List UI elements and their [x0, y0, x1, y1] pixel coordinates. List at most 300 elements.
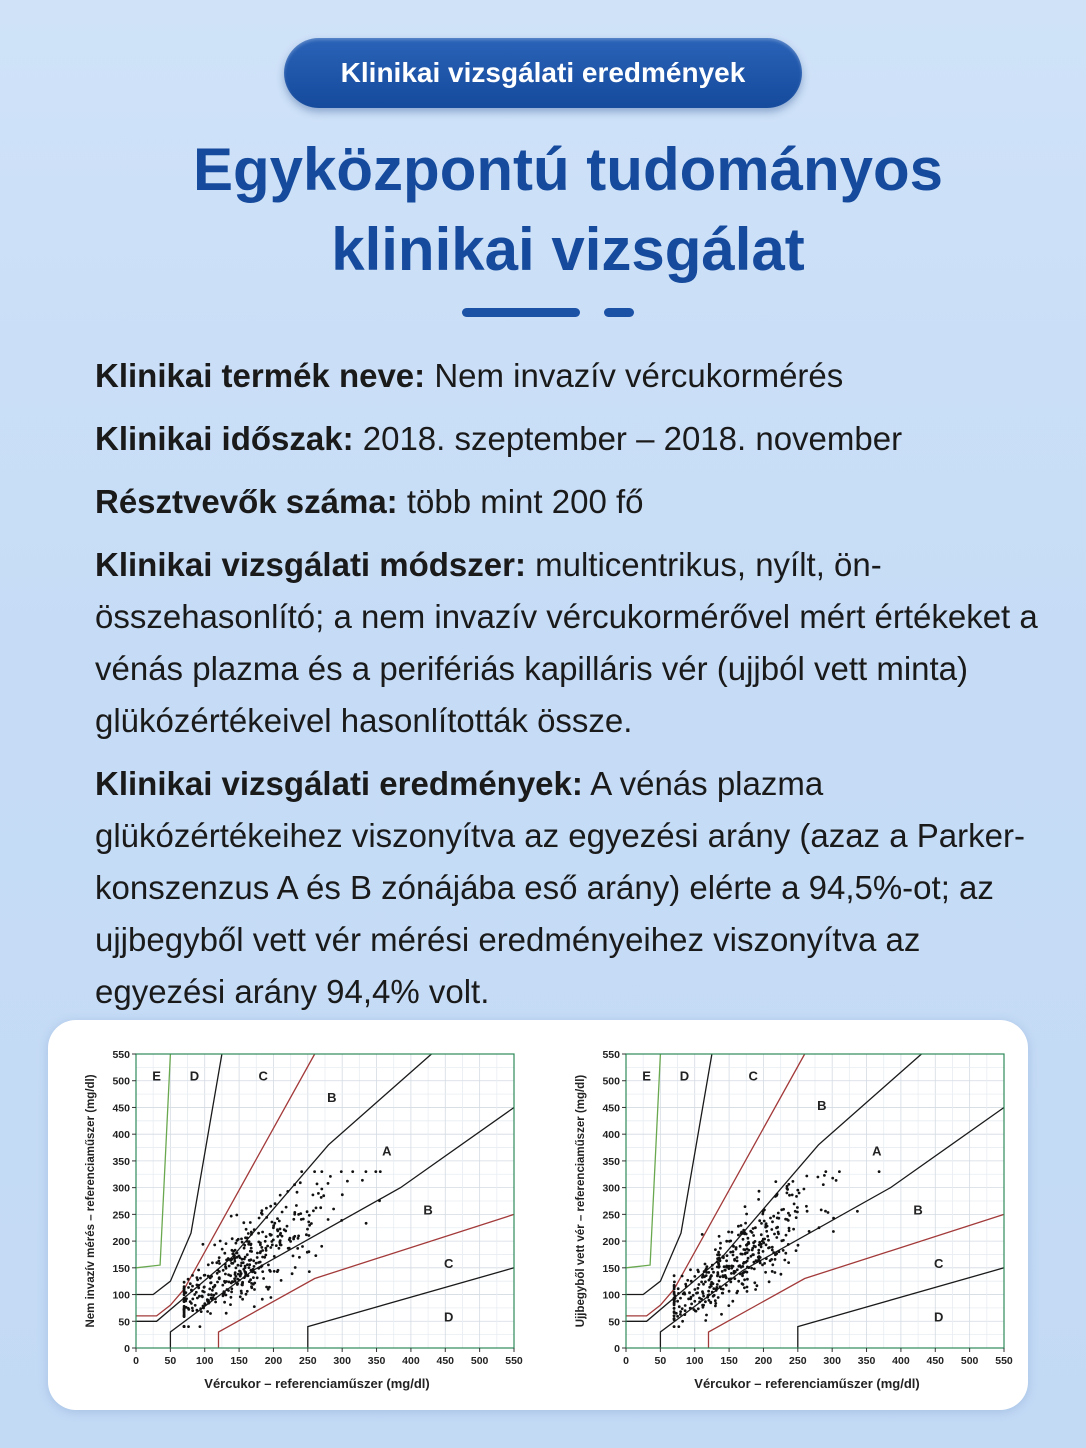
data-point [240, 1262, 243, 1265]
data-point [741, 1274, 744, 1277]
data-point [230, 1291, 233, 1294]
data-point [206, 1298, 209, 1301]
data-point [679, 1297, 682, 1300]
data-point [673, 1288, 676, 1291]
data-point [710, 1285, 713, 1288]
data-point [710, 1274, 713, 1277]
data-point [704, 1280, 707, 1283]
data-point [764, 1226, 767, 1229]
data-point [878, 1170, 881, 1173]
data-point [702, 1295, 705, 1298]
data-point [193, 1293, 196, 1296]
y-tick-label: 450 [602, 1102, 620, 1115]
data-point [737, 1280, 740, 1283]
data-point [684, 1309, 687, 1312]
data-point [292, 1218, 295, 1221]
data-point [190, 1289, 193, 1292]
data-point [735, 1248, 738, 1251]
y-tick-label: 0 [614, 1343, 620, 1355]
data-point [753, 1281, 756, 1284]
data-point [297, 1237, 300, 1240]
data-point [298, 1256, 301, 1259]
zone-label: A [382, 1143, 392, 1159]
data-point [722, 1255, 725, 1258]
data-point [782, 1249, 785, 1252]
data-point [723, 1265, 726, 1268]
data-point [207, 1293, 210, 1296]
data-point [744, 1222, 747, 1225]
data-point [365, 1222, 368, 1225]
x-tick-label: 450 [926, 1355, 945, 1367]
data-point [724, 1275, 727, 1278]
data-point [231, 1237, 234, 1240]
data-point [787, 1183, 790, 1186]
results-label: Klinikai vizsgálati eredmények: [95, 765, 583, 802]
data-point [673, 1317, 676, 1320]
data-point [261, 1209, 264, 1212]
data-point [249, 1221, 252, 1224]
period-row [95, 413, 1055, 465]
data-point [271, 1244, 274, 1247]
data-point [751, 1253, 754, 1256]
data-point [267, 1264, 270, 1267]
data-point [340, 1170, 343, 1173]
data-point [835, 1179, 838, 1182]
data-point [308, 1224, 311, 1227]
data-point [715, 1286, 718, 1289]
data-point [753, 1268, 756, 1271]
y-tick-label: 100 [112, 1289, 130, 1302]
data-point [689, 1307, 692, 1310]
data-point [246, 1240, 249, 1243]
data-point [306, 1228, 309, 1231]
data-point [805, 1175, 808, 1178]
data-point [719, 1275, 722, 1278]
data-point [206, 1310, 209, 1313]
data-point [718, 1253, 721, 1256]
data-point [265, 1216, 268, 1219]
data-point [737, 1225, 740, 1228]
data-point [213, 1294, 216, 1297]
x-tick-label: 100 [195, 1355, 214, 1367]
data-point [261, 1264, 264, 1267]
data-point [856, 1210, 859, 1213]
data-point [253, 1282, 256, 1285]
data-point [278, 1220, 281, 1223]
data-point [719, 1259, 722, 1262]
data-point [261, 1298, 264, 1301]
data-point [210, 1298, 213, 1301]
data-point [189, 1282, 192, 1285]
data-point [798, 1192, 801, 1195]
data-point [697, 1307, 700, 1310]
data-point [278, 1247, 281, 1250]
data-point [773, 1233, 776, 1236]
data-point [705, 1314, 708, 1317]
data-point [254, 1271, 257, 1274]
data-point [247, 1243, 250, 1246]
data-point [257, 1261, 260, 1264]
data-point [746, 1243, 749, 1246]
data-point [297, 1235, 300, 1238]
data-point [737, 1265, 740, 1268]
data-point [788, 1214, 791, 1217]
data-point [214, 1301, 217, 1304]
data-point [728, 1265, 731, 1268]
data-point [275, 1244, 278, 1247]
data-point [236, 1282, 239, 1285]
x-tick-label: 350 [857, 1355, 876, 1367]
data-point [276, 1235, 279, 1238]
data-point [249, 1250, 252, 1253]
data-point [250, 1247, 253, 1250]
data-point [729, 1281, 732, 1284]
data-point [704, 1263, 707, 1266]
data-point [677, 1325, 680, 1328]
data-point [225, 1312, 228, 1315]
product-value: Nem invazív vércukormérés [425, 357, 844, 394]
data-point [774, 1271, 777, 1274]
data-point [741, 1272, 744, 1275]
data-point [717, 1251, 720, 1254]
data-point [218, 1277, 221, 1280]
data-point [746, 1286, 749, 1289]
data-point [351, 1170, 354, 1173]
data-point [740, 1224, 743, 1227]
x-tick-label: 550 [995, 1355, 1013, 1367]
data-point [235, 1242, 238, 1245]
y-axis-label: Ujjbegyből vett vér – referenciaműszer (mg/dl) [575, 1074, 587, 1328]
data-point [196, 1309, 199, 1312]
data-point [702, 1292, 705, 1295]
data-point [241, 1298, 244, 1301]
data-point [728, 1290, 731, 1293]
data-point [702, 1283, 705, 1286]
data-point [787, 1243, 790, 1246]
data-point [183, 1281, 186, 1284]
data-point [218, 1262, 221, 1265]
data-point [688, 1291, 691, 1294]
data-point [754, 1288, 757, 1291]
data-point [698, 1283, 701, 1286]
data-point [265, 1235, 268, 1238]
data-point [746, 1271, 749, 1274]
data-point [681, 1320, 684, 1323]
data-point [673, 1274, 676, 1277]
data-point [758, 1190, 761, 1193]
data-point [210, 1275, 213, 1278]
product-row [95, 350, 1055, 402]
data-point [744, 1253, 747, 1256]
data-point [277, 1269, 280, 1272]
data-point [300, 1218, 303, 1221]
data-point [197, 1269, 200, 1272]
data-point [224, 1265, 227, 1268]
data-point [673, 1281, 676, 1284]
data-point [187, 1307, 190, 1310]
data-point [736, 1256, 739, 1259]
x-tick-label: 200 [264, 1355, 283, 1367]
data-point [732, 1245, 735, 1248]
data-point [767, 1239, 770, 1242]
data-point [252, 1259, 255, 1262]
data-point [771, 1246, 774, 1249]
data-point [742, 1229, 745, 1232]
data-point [240, 1292, 243, 1295]
data-point [243, 1244, 246, 1247]
data-point [185, 1297, 188, 1300]
participants-row [95, 476, 1055, 528]
data-point [261, 1231, 264, 1234]
data-point [698, 1297, 701, 1300]
data-point [818, 1226, 821, 1229]
data-point [281, 1235, 284, 1238]
data-point [796, 1189, 799, 1192]
data-point [207, 1302, 210, 1305]
data-point [237, 1264, 240, 1267]
data-point [224, 1273, 227, 1276]
data-point [785, 1234, 788, 1237]
data-point [250, 1282, 253, 1285]
data-point [679, 1310, 682, 1313]
y-tick-label: 150 [602, 1262, 620, 1275]
data-point [794, 1210, 797, 1213]
data-point [191, 1298, 194, 1301]
data-point [784, 1218, 787, 1221]
data-point [308, 1270, 311, 1273]
data-point [240, 1264, 243, 1267]
data-point [707, 1290, 710, 1293]
data-point [235, 1214, 238, 1217]
data-point [234, 1249, 237, 1252]
data-point [673, 1311, 676, 1314]
zone-label: B [817, 1098, 827, 1114]
x-axis-label: Vércukor – referenciaműszer (mg/dl) [694, 1376, 920, 1391]
data-point [300, 1170, 303, 1173]
data-point [256, 1252, 259, 1255]
x-tick-label: 150 [230, 1355, 248, 1367]
y-tick-label: 250 [112, 1209, 130, 1222]
data-point [243, 1247, 246, 1250]
data-point [294, 1266, 297, 1269]
data-point [252, 1276, 255, 1279]
data-point [763, 1220, 766, 1223]
data-point [231, 1253, 234, 1256]
title-divider-long [462, 308, 580, 317]
data-point [739, 1245, 742, 1248]
data-point [690, 1280, 693, 1283]
y-tick-label: 450 [112, 1102, 130, 1115]
data-point [717, 1262, 720, 1265]
data-point [762, 1241, 765, 1244]
data-point [253, 1305, 256, 1308]
data-point [721, 1270, 724, 1273]
data-point [269, 1205, 272, 1208]
data-point [673, 1298, 676, 1301]
data-point [746, 1248, 749, 1251]
zone-label: C [444, 1255, 454, 1271]
data-point [728, 1240, 731, 1243]
data-point [270, 1296, 273, 1299]
data-point [247, 1232, 250, 1235]
data-point [272, 1224, 275, 1227]
data-point [774, 1258, 777, 1261]
data-point [703, 1270, 706, 1273]
data-point [756, 1260, 759, 1263]
data-point [187, 1325, 190, 1328]
data-point [788, 1194, 791, 1197]
data-point [786, 1192, 789, 1195]
data-point [776, 1193, 779, 1196]
data-point [707, 1294, 710, 1297]
data-point [286, 1190, 289, 1193]
data-point [737, 1234, 740, 1237]
data-point [203, 1286, 206, 1289]
data-point [246, 1253, 249, 1256]
data-point [771, 1263, 774, 1266]
data-point [747, 1237, 750, 1240]
y-tick-label: 400 [602, 1129, 620, 1142]
data-point [827, 1211, 830, 1214]
data-point [187, 1286, 190, 1289]
data-point [241, 1281, 244, 1284]
data-point [782, 1208, 785, 1211]
x-tick-label: 450 [436, 1355, 455, 1367]
data-point [673, 1301, 676, 1304]
results-value: A vénás plazma glükózértékeihez viszonyítva az egyezési arány (azaz a Parker-konszenzus A és B zónájába eső arány) elérte a 94,5%-ot; az ujjbegyből vett vér mérési eredményeihez viszonyítva az egyezési arány 94,4% volt. [95, 765, 1025, 1010]
data-point [238, 1279, 241, 1282]
data-point [248, 1266, 251, 1269]
x-tick-label: 250 [299, 1355, 317, 1367]
data-point [681, 1307, 684, 1310]
period-value: 2018. szeptember – 2018. november [353, 420, 903, 457]
data-point [203, 1274, 206, 1277]
product-label: Klinikai termék neve: [95, 357, 426, 394]
data-point [711, 1264, 714, 1267]
data-point [313, 1170, 316, 1173]
data-point [229, 1274, 232, 1277]
data-point [273, 1222, 276, 1225]
data-point [346, 1180, 349, 1183]
data-point [714, 1248, 717, 1251]
data-point [260, 1212, 263, 1215]
data-point [838, 1170, 841, 1173]
data-point [201, 1295, 204, 1298]
data-point [183, 1300, 186, 1303]
data-point [280, 1279, 283, 1282]
data-point [247, 1274, 250, 1277]
data-point [741, 1253, 744, 1256]
charts-card [48, 1020, 1028, 1410]
data-point [771, 1220, 774, 1223]
method-label: Klinikai vizsgálati módszer: [95, 546, 526, 583]
x-tick-label: 0 [133, 1355, 139, 1367]
data-point [757, 1198, 760, 1201]
data-point [777, 1217, 780, 1220]
data-point [769, 1259, 772, 1262]
data-point [194, 1304, 197, 1307]
data-point [202, 1305, 205, 1308]
data-point [286, 1225, 289, 1228]
data-point [215, 1292, 218, 1295]
method-value: multicentrikus, nyílt, ön-összehasonlító; a nem invazív vércukormérővel mért értékeket a vénás plazma és a perifériás kapilláris vér (ujjból vett minta) glükózértékeivel hasonlították össze. [95, 546, 1038, 739]
data-point [245, 1228, 248, 1231]
data-point [678, 1305, 681, 1308]
data-point [689, 1268, 692, 1271]
period-label: Klinikai időszak: [95, 420, 354, 457]
data-point [752, 1227, 755, 1230]
data-point [694, 1288, 697, 1291]
data-point [203, 1302, 206, 1305]
y-tick-label: 300 [602, 1182, 620, 1195]
data-point [822, 1183, 825, 1186]
data-point [705, 1267, 708, 1270]
data-point [719, 1247, 722, 1250]
data-point [823, 1174, 826, 1177]
data-point [257, 1232, 260, 1235]
data-point [703, 1275, 706, 1278]
zone-label: C [258, 1068, 268, 1084]
data-point [792, 1228, 795, 1231]
data-point [268, 1269, 271, 1272]
y-tick-label: 500 [602, 1075, 620, 1088]
data-point [223, 1301, 226, 1304]
data-point [306, 1251, 309, 1254]
data-point [752, 1234, 755, 1237]
data-point [279, 1194, 282, 1197]
data-point [684, 1283, 687, 1286]
data-point [731, 1300, 734, 1303]
data-point [276, 1217, 279, 1220]
zone-label: D [444, 1309, 454, 1325]
data-point [736, 1290, 739, 1293]
data-point [281, 1211, 284, 1214]
data-point [711, 1291, 714, 1294]
data-point [784, 1252, 787, 1255]
x-tick-label: 300 [823, 1355, 841, 1367]
data-point [824, 1170, 827, 1173]
data-point [322, 1194, 325, 1197]
data-point [797, 1244, 800, 1247]
data-point [361, 1179, 364, 1182]
data-point [374, 1170, 377, 1173]
data-point [253, 1288, 256, 1291]
data-point [791, 1194, 794, 1197]
data-point [788, 1227, 791, 1230]
data-point [264, 1240, 267, 1243]
data-point [261, 1270, 264, 1273]
data-point [774, 1180, 777, 1183]
chart-capillary-blood [538, 1020, 1028, 1410]
data-point [199, 1307, 202, 1310]
data-point [262, 1277, 265, 1280]
data-point [293, 1183, 296, 1186]
data-point [242, 1221, 245, 1224]
data-point [317, 1192, 320, 1195]
data-point [714, 1299, 717, 1302]
data-point [253, 1265, 256, 1268]
data-point [677, 1292, 680, 1295]
data-point [806, 1210, 809, 1213]
data-point [183, 1325, 186, 1328]
data-point [259, 1243, 262, 1246]
data-point [230, 1287, 233, 1290]
data-point [214, 1297, 217, 1300]
data-point [725, 1266, 728, 1269]
y-tick-label: 300 [112, 1182, 130, 1195]
data-point [774, 1253, 777, 1256]
data-point [808, 1230, 811, 1233]
